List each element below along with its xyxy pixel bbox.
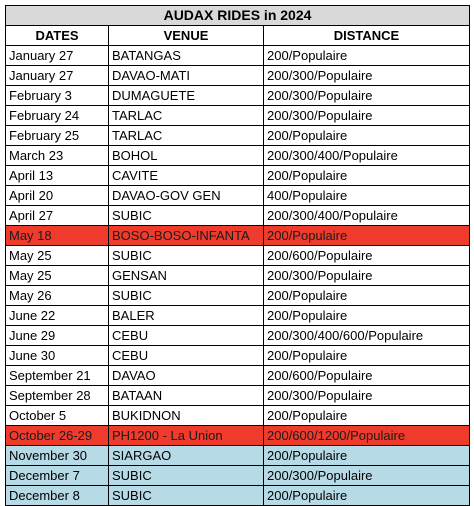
date-cell: February 25	[6, 126, 109, 146]
distance-cell: 200/300/Populaire	[264, 66, 470, 86]
distance-cell: 200/600/1200/Populaire	[264, 426, 470, 446]
table-row	[6, 386, 470, 406]
date-cell: June 30	[6, 346, 109, 366]
venue-cell: TARLAC	[109, 106, 264, 126]
table-title: AUDAX RIDES in 2024	[6, 6, 470, 26]
table-row	[6, 246, 470, 266]
distance-cell: 200/300/Populaire	[264, 466, 470, 486]
table-row	[6, 266, 470, 286]
date-cell: January 27	[6, 66, 109, 86]
venue-cell: SUBIC	[109, 206, 264, 226]
distance-cell: 200/Populaire	[264, 286, 470, 306]
table-row	[6, 106, 470, 126]
date-cell: June 29	[6, 326, 109, 346]
distance-cell: 200/300/Populaire	[264, 106, 470, 126]
venue-cell: SUBIC	[109, 286, 264, 306]
date-cell: May 18	[6, 226, 109, 246]
column-header-dates: DATES	[6, 26, 109, 46]
distance-cell: 200/300/400/600/Populaire	[264, 326, 470, 346]
table-row	[6, 66, 470, 86]
date-cell: November 30	[6, 446, 109, 466]
distance-cell: 200/300/Populaire	[264, 266, 470, 286]
distance-cell: 200/Populaire	[264, 46, 470, 66]
venue-cell: GENSAN	[109, 266, 264, 286]
date-cell: February 24	[6, 106, 109, 126]
distance-cell: 200/300/400/Populaire	[264, 146, 470, 166]
distance-cell: 200/Populaire	[264, 346, 470, 366]
table-row	[6, 206, 470, 226]
table-row	[6, 286, 470, 306]
distance-cell: 400/Populaire	[264, 186, 470, 206]
distance-cell: 200/Populaire	[264, 406, 470, 426]
distance-cell: 200/600/Populaire	[264, 366, 470, 386]
table-row	[6, 486, 470, 506]
header-row	[6, 26, 470, 46]
table-row	[6, 186, 470, 206]
distance-cell: 200/Populaire	[264, 226, 470, 246]
date-cell: October 5	[6, 406, 109, 426]
venue-cell: BUKIDNON	[109, 406, 264, 426]
date-cell: December 8	[6, 486, 109, 506]
venue-cell: BALER	[109, 306, 264, 326]
venue-cell: BOHOL	[109, 146, 264, 166]
table-row	[6, 426, 470, 446]
date-cell: February 3	[6, 86, 109, 106]
venue-cell: BATANGAS	[109, 46, 264, 66]
table-row	[6, 46, 470, 66]
table-row	[6, 366, 470, 386]
column-header-venue: VENUE	[109, 26, 264, 46]
audax-schedule-sheet	[5, 5, 469, 506]
venue-cell: BOSO-BOSO-INFANTA	[109, 226, 264, 246]
date-cell: September 28	[6, 386, 109, 406]
date-cell: May 25	[6, 266, 109, 286]
table-row	[6, 146, 470, 166]
venue-cell: PH1200 - La Union	[109, 426, 264, 446]
venue-cell: SUBIC	[109, 466, 264, 486]
venue-cell: BATAAN	[109, 386, 264, 406]
venue-cell: DAVAO-GOV GEN	[109, 186, 264, 206]
table-row	[6, 306, 470, 326]
title-row	[6, 6, 470, 26]
table-row	[6, 346, 470, 366]
table-row	[6, 126, 470, 146]
distance-cell: 200/Populaire	[264, 126, 470, 146]
venue-cell: CEBU	[109, 326, 264, 346]
date-cell: September 21	[6, 366, 109, 386]
table-row	[6, 166, 470, 186]
venue-cell: CEBU	[109, 346, 264, 366]
venue-cell: SUBIC	[109, 246, 264, 266]
date-cell: April 27	[6, 206, 109, 226]
date-cell: May 25	[6, 246, 109, 266]
venue-cell: DUMAGUETE	[109, 86, 264, 106]
venue-cell: TARLAC	[109, 126, 264, 146]
distance-cell: 200/Populaire	[264, 486, 470, 506]
distance-cell: 200/300/400/Populaire	[264, 206, 470, 226]
distance-cell: 200/Populaire	[264, 166, 470, 186]
date-cell: March 23	[6, 146, 109, 166]
venue-cell: SIARGAO	[109, 446, 264, 466]
date-cell: June 22	[6, 306, 109, 326]
column-header-distance: DISTANCE	[264, 26, 470, 46]
distance-cell: 200/Populaire	[264, 446, 470, 466]
date-cell: January 27	[6, 46, 109, 66]
venue-cell: SUBIC	[109, 486, 264, 506]
venue-cell: DAVAO-MATI	[109, 66, 264, 86]
date-cell: December 7	[6, 466, 109, 486]
rides-table	[5, 5, 470, 506]
distance-cell: 200/300/Populaire	[264, 386, 470, 406]
table-row	[6, 226, 470, 246]
table-body	[6, 46, 470, 506]
venue-cell: DAVAO	[109, 366, 264, 386]
distance-cell: 200/300/Populaire	[264, 86, 470, 106]
date-cell: April 13	[6, 166, 109, 186]
venue-cell: CAVITE	[109, 166, 264, 186]
date-cell: April 20	[6, 186, 109, 206]
distance-cell: 200/600/Populaire	[264, 246, 470, 266]
table-row	[6, 406, 470, 426]
date-cell: October 26-29	[6, 426, 109, 446]
distance-cell: 200/Populaire	[264, 306, 470, 326]
table-row	[6, 326, 470, 346]
table-row	[6, 86, 470, 106]
table-row	[6, 466, 470, 486]
table-row	[6, 446, 470, 466]
date-cell: May 26	[6, 286, 109, 306]
